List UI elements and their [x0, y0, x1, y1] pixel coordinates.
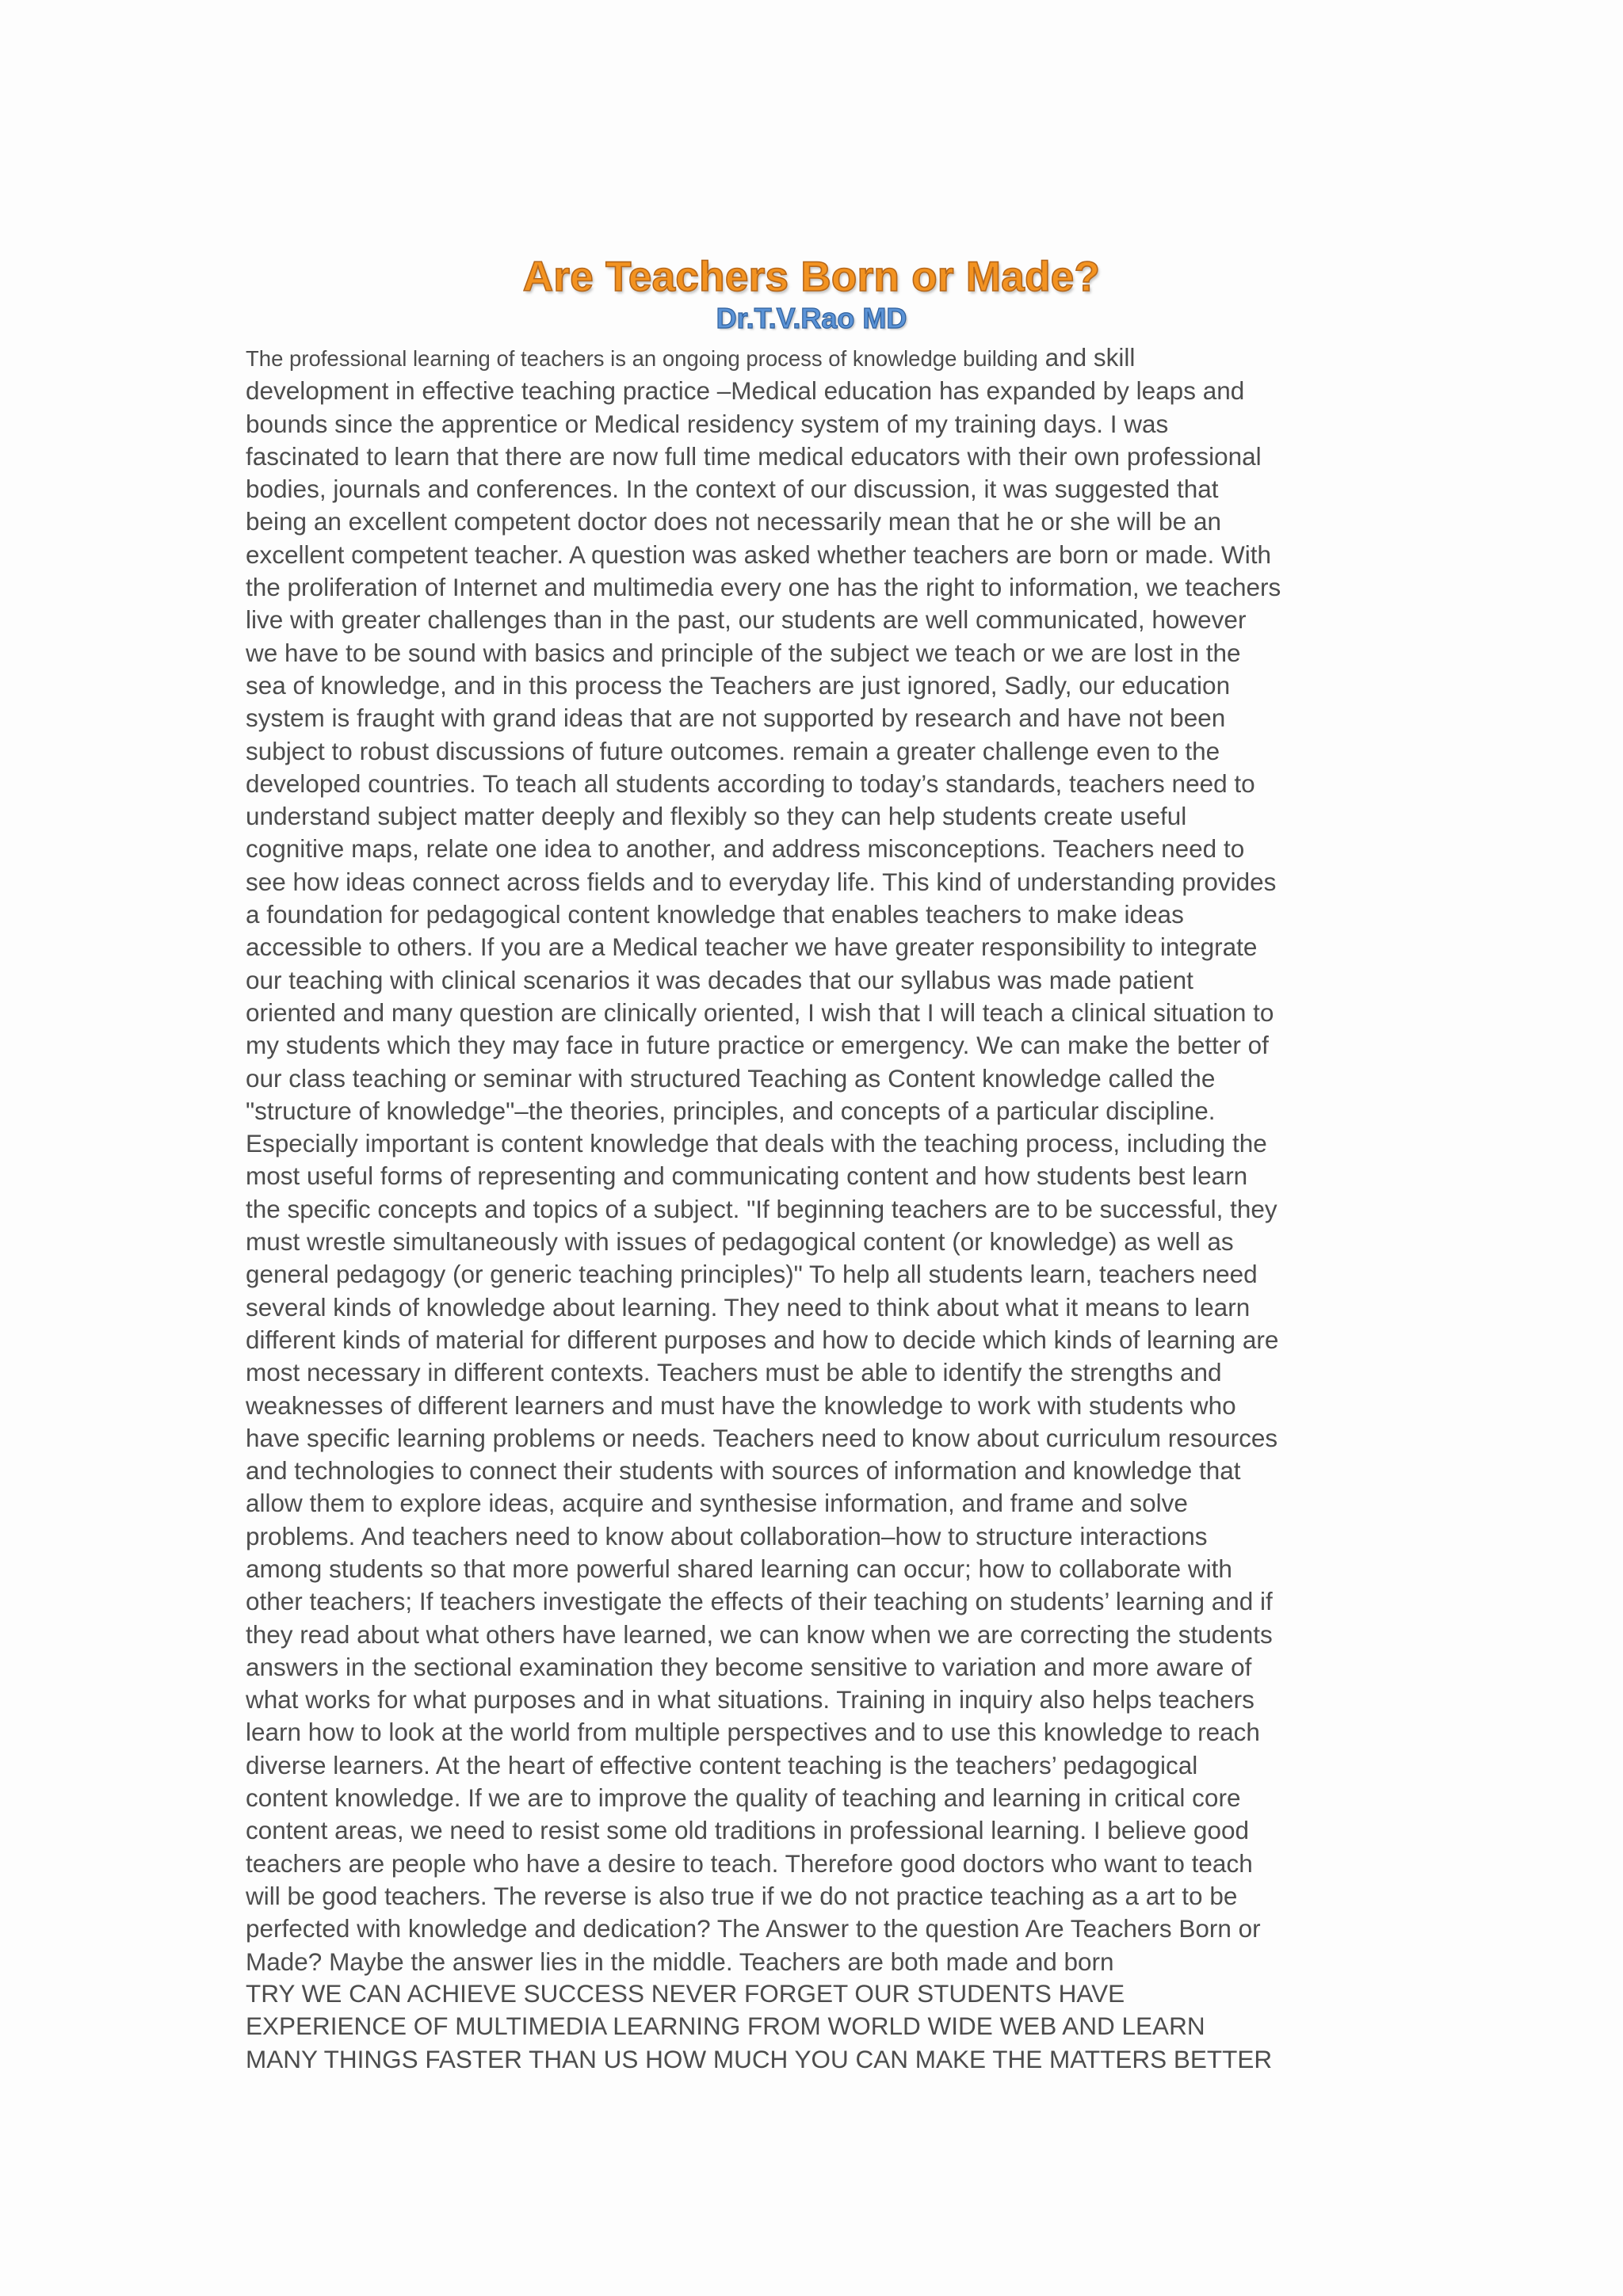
document-title: Are Teachers Born or Made? — [522, 254, 1101, 300]
body-paragraph: and skill development in effective teaching practice –Medical education has expanded by leaps and bounds since the apprentice or Medical residency system of my training days. I was fascinated to learn that there are now full time medical educators with their own professional bodies, journals and conferences. In the context of our discussion, it was suggested that being an excellent competent doctor does not necessarily mean that he or she will be an excellent competent teacher. A question was asked whether teachers are born or made. With the proliferation of Internet and multimedia every one has the right to information, we teachers live with greater challenges than in the past, our students are well communicated, however we have to be sound with basics and principle of the subject we teach or we are lost in the sea of knowledge, and in this process the Teachers are just ignored, Sadly, our education system is fraught with grand ideas that are not supported by research and have not been subject to robust discussions of future outcomes. remain a greater challenge even to the developed countries. To teach all students according to today’s standards, teachers need to understand subject matter deeply and flexibly so they can help students create useful cognitive maps, relate one idea to another, and address misconceptions. Teachers need to see how ideas connect across fields and to everyday life. This kind of understanding provides a foundation for pedagogical content knowledge that enables teachers to make ideas accessible to others. If you are a Medical teacher we have greater responsibility to integrate our teaching with clinical scenarios it was decades that our syllabus was made patient oriented and many question are clinically oriented, I wish that I will teach a clinical situation to my students which they may face in future practice or emergency. We can make the better of our class teaching or seminar with structured Teaching as Content knowledge called the "structure of knowledge"–the theories, principles, and concepts of a particular discipline. Especially important is content knowledge that deals with the teaching process, including the most useful forms of representing and communicating content and how students best learn the specific concepts and topics of a subject. "If beginning teachers are to be successful, they must wrestle simultaneously with issues of pedagogical content (or knowledge) as well as general pedagogy (or generic teaching principles)" To help all students learn, teachers need several kinds of knowledge about learning. They need to think about what it means to learn different kinds of material for different purposes and how to decide which kinds of learning are most necessary in different contexts. Teachers must be able to identify the strengths and weaknesses of different learners and must have the knowledge to work with students who have specific learning problems or needs. Teachers need to know about curriculum resources and technologies to connect their students with sources of information and knowledge that allow them to explore ideas, acquire and synthesise information, and frame and solve problems. And teachers need to know about collaboration–how to structure interactions among students so that more powerful shared learning can occur; how to collaborate with other teachers; If teachers investigate the effects of their teaching on students’ learning and if they read about what others have learned, we can know when we are correcting the students answers in the sectional examination they become sensitive to variation and more aware of what works for what purposes and in what situations. Training in inquiry also helps teachers learn how to look at the world from multiple perspectives and to use this knowledge to reach diverse learners. At the heart of effective content teaching is the teachers’ pedagogical content knowledge. If we are to improve the quality of teaching and learning in critical core content areas, we need to resist some old traditions in professional learning. I believe good teachers are people who have a desire to teach. Therefore good doctors who want to teach will be good teachers. The reverse is also true if we do not practice teaching as a art to be perfected with knowledge and dedication? The Answer to the question Are Teachers Born or Made? Maybe the answer lies in the middle. Teachers are both made and born — [246, 343, 1281, 1976]
body-lead-in: The professional learning of teachers is an ongoing process of knowledge building — [246, 346, 1038, 371]
document-body — [246, 341, 1387, 1978]
document-author: Dr.T.V.Rao MD — [716, 302, 907, 334]
closing-statement: TRY WE CAN ACHIEVE SUCCESS NEVER FORGET OUR STUDENTS HAVE EXPERIENCE OF MULTIMEDIA LEARNING FROM WORLD WIDE WEB AND LEARN MANY THINGS FASTER THAN US HOW MUCH YOU CAN MAKE THE MATTERS BETTER — [246, 1979, 1273, 2073]
